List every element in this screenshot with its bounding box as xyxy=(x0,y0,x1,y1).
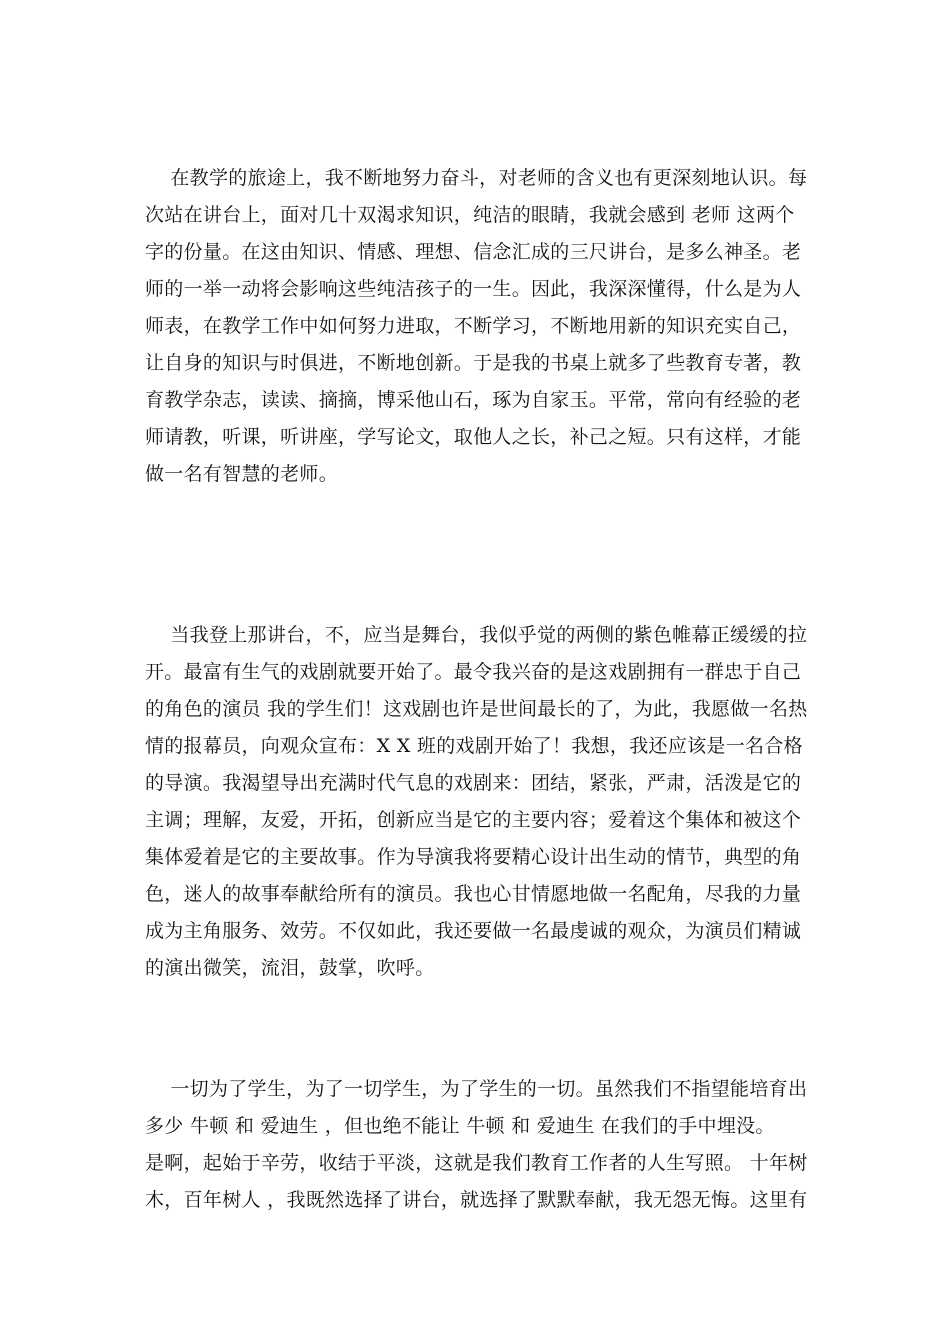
text-line: 育教学杂志，读读、摘摘，博采他山石，琢为自家玉。平常，常向有经验的老 xyxy=(145,389,802,411)
text-line: 开。最富有生气的戏剧就要开始了。最令我兴奋的是这戏剧拥有一群忠于自己 xyxy=(145,661,802,683)
text-line: 一切为了学生，为了一切学生，为了学生的一切。虽然我们不指望能培育出 xyxy=(145,1078,808,1100)
text-line: 集体爱着是它的主要故事。作为导演我将要精心设计出生动的情节，典型的角 xyxy=(145,846,802,868)
text-line: 的角色的演员 我的学生们！这戏剧也许是世间最长的了，为此，我愿做一名热 xyxy=(145,698,808,720)
text-line: 当我登上那讲台，不，应当是舞台，我似乎觉的两侧的紫色帷幕正缓缓的拉 xyxy=(145,624,808,646)
text-line: 的导演。我渴望导出充满时代气息的戏剧来：团结，紧张，严肃，活泼是它的 xyxy=(145,772,802,794)
paragraph-3 xyxy=(145,1071,810,1219)
paragraph-2 xyxy=(145,617,810,987)
text-line: 木，百年树人 ，我既然选择了讲台，就选择了默默奉献，我无怨无悔。这里有 xyxy=(145,1189,808,1211)
text-line: 师请教，听课，听讲座，学写论文，取他人之长，补己之短。只有这样，才能 xyxy=(145,426,802,448)
text-line: 多少 牛顿 和 爱迪生 ，但也绝不能让 牛顿 和 爱迪生 在我们的手中埋没。 xyxy=(145,1115,775,1137)
text-line: 做一名有智慧的老师。 xyxy=(145,463,339,485)
text-line: 色，迷人的故事奉献给所有的演员。我也心甘情愿地做一名配角，尽我的力量 xyxy=(145,883,802,905)
text-line: 师的一举一动将会影响这些纯洁孩子的一生。因此，我深深懂得，什么是为人 xyxy=(145,278,802,300)
text-line: 在教学的旅途上，我不断地努力奋斗，对老师的含义也有更深刻地认识。每 xyxy=(145,167,808,189)
text-line: 是啊，起始于辛劳，收结于平淡，这就是我们教育工作者的人生写照。 十年树 xyxy=(145,1152,808,1174)
text-line: 师表，在教学工作中如何努力进取，不断学习，不断地用新的知识充实自己， xyxy=(145,315,802,337)
text-line: 成为主角服务、效劳。不仅如此，我还要做一名最虔诚的观众，为演员们精诚 xyxy=(145,920,802,942)
text-line: 主调；理解，友爱，开拓，创新应当是它的主要内容；爱着这个集体和被这个 xyxy=(145,809,802,831)
text-line: 次站在讲台上，面对几十双渴求知识，纯洁的眼睛，我就会感到 老师 这两个 xyxy=(145,204,795,226)
text-line: 的演出微笑，流泪，鼓掌，吹呼。 xyxy=(145,957,435,979)
text-line: 让自身的知识与时俱进，不断地创新。于是我的书桌上就多了些教育专著，教 xyxy=(145,352,802,374)
text-line: 字的份量。在这由知识、情感、理想、信念汇成的三尺讲台，是多么神圣。老 xyxy=(145,241,802,263)
paragraph-1 xyxy=(145,160,810,493)
text-line: 情的报幕员，向观众宣布：X X 班的戏剧开始了！我想，我还应该是一名合格 xyxy=(145,735,803,757)
